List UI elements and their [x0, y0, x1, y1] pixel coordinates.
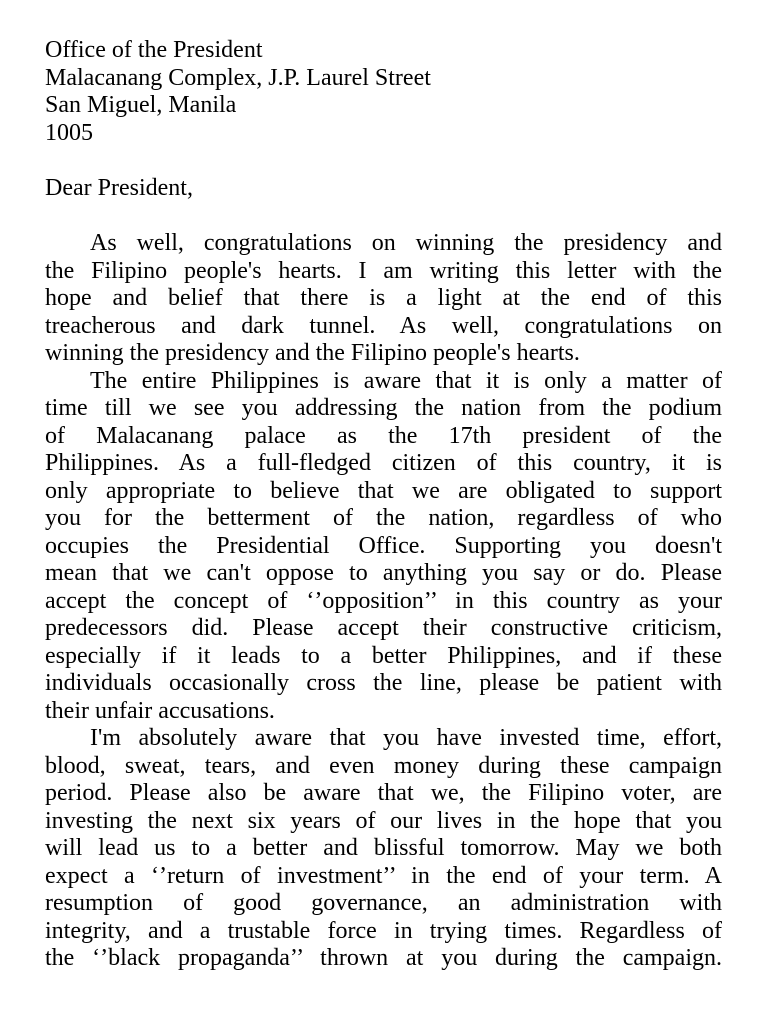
- text-line: only appropriate to believe that we are obligated to support: [45, 477, 722, 504]
- text-line: I'm absolutely aware that you have invested time, effort,: [90, 725, 722, 751]
- text-line: mean that we can't oppose to anything you say or do. Please: [45, 560, 722, 586]
- text-line: will lead us to a better and blissful tomorrow. May we both: [45, 835, 722, 861]
- text-line: expect a ‘’return of investment’’ in the end of your term. A: [45, 862, 722, 889]
- text-line: period. Please also be aware that we, the Filipino voter, are: [45, 780, 722, 806]
- text-line: As well, congratulations on winning the presidency and: [90, 230, 722, 256]
- text-line: integrity, and a trustable force in trying times. Regardless of: [45, 917, 722, 944]
- address-line-office: Office of the President: [45, 37, 263, 63]
- text-line: the Filipino people's hearts. I am writing this letter with the: [45, 257, 722, 284]
- text-line: investing the next six years of our lives in the hope that you: [45, 807, 722, 834]
- recipient-address: [45, 37, 725, 147]
- text-line: winning the presidency and the Filipino people's hearts.: [45, 340, 580, 366]
- text-line: The entire Philippines is aware that it is only a matter of: [90, 367, 722, 394]
- text-line: hope and belief that there is a light at the end of this: [45, 285, 722, 311]
- text-line: you for the betterment of the nation, regardless of who: [45, 505, 722, 531]
- address-line-complex: Malacanang Complex, J.P. Laurel Street: [45, 64, 431, 91]
- text-line: time till we see you addressing the nation from the podium: [45, 395, 722, 421]
- paragraph-investment: [45, 725, 722, 973]
- text-line: blood, sweat, tears, and even money during these campaign: [45, 752, 722, 779]
- salutation: Dear President,: [45, 175, 193, 201]
- text-line: accept the concept of ‘’opposition’’ in this country as your: [45, 587, 722, 614]
- text-line: Philippines. As a full-fledged citizen of this country, it is: [45, 450, 722, 476]
- address-line-city: San Miguel, Manila: [45, 92, 237, 118]
- text-line: their unfair accusations.: [45, 697, 275, 724]
- letter-body: [45, 230, 722, 973]
- text-line: individuals occasionally cross the line, please be patient with: [45, 670, 722, 696]
- paragraph-congratulations: [45, 230, 722, 368]
- text-line: of Malacanang palace as the 17th president of the: [45, 422, 722, 449]
- text-line: occupies the Presidential Office. Supporting you doesn't: [45, 532, 722, 559]
- address-line-postal-code: 1005: [45, 119, 93, 146]
- text-line: the ‘’black propaganda’’ thrown at you during the campaign.: [45, 945, 722, 971]
- paragraph-support: [45, 368, 722, 726]
- text-line: especially if it leads to a better Philippines, and if these: [45, 642, 722, 669]
- text-line: predecessors did. Please accept their constructive criticism,: [45, 615, 722, 641]
- text-line: resumption of good governance, an administration with: [45, 890, 722, 916]
- text-line: treacherous and dark tunnel. As well, congratulations on: [45, 312, 722, 339]
